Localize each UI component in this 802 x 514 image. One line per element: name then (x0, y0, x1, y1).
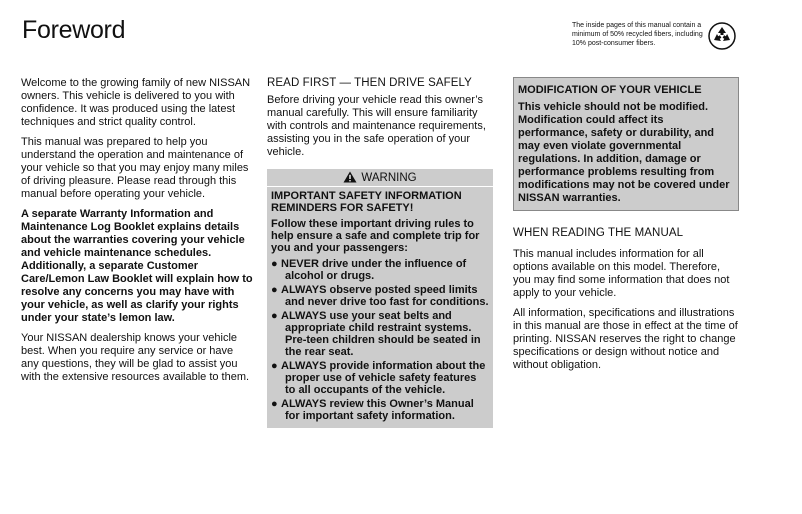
column-read-first (267, 77, 493, 428)
warning-item: ● ALWAYS review this Owner’s Manual for important safety information. (271, 398, 474, 422)
warning-header (267, 169, 493, 187)
warning-item: ● NEVER drive under the influence of alcohol or drugs. (271, 258, 467, 282)
recycle-icon (708, 22, 736, 50)
warning-item: ● ALWAYS provide information about the proper use of vehicle safety features to all occupants of the vehicle. (271, 360, 486, 396)
warning-triangle-icon (343, 171, 357, 183)
warranty-paragraph: A separate Warranty Information and Maintenance Log Booklet explains details about the warranties covering your vehicle and vehicle maintenance schedules. Additionally, a separate Customer Care/Lemon Law Booklet will explain how to resolve any concerns you may have with your vehicle, as well as clarify your rights under your state’s lemon law. (21, 208, 253, 324)
warning-box (267, 169, 493, 428)
reading-paragraph-options: This manual includes information for all options available on this model. Therefore, you may find some information that does not apply to your vehicle. (513, 248, 730, 299)
warning-title: IMPORTANT SAFETY INFORMATION REMINDERS FOR SAFETY! (271, 190, 462, 214)
modification-text: This vehicle should not be modified. Modification could affect its performance, safety or durability, and may even violate governmental regulations. In addition, damage or performance problems resulting from modifications may not be covered under NISSAN warranties. (518, 101, 730, 204)
page-title: Foreword (22, 16, 126, 44)
warning-label: WARNING (361, 172, 417, 184)
warning-item: ● ALWAYS use your seat belts and appropriate child restraint systems. Pre-teen children should be seated in the rear seat. (271, 310, 481, 358)
reading-heading: WHEN READING THE MANUAL (513, 227, 684, 239)
dealership-paragraph: Your NISSAN dealership knows your vehicle best. When you require any service or have any questions, they will be glad to assist you with the extensive resources available to them. (21, 332, 250, 383)
warning-list (271, 258, 489, 422)
read-first-paragraph: Before driving your vehicle read this owner’s manual carefully. This will ensure familiarity with controls and maintenance requirements, assisting you in the safe operation of your vehicle. (267, 94, 486, 158)
read-first-heading: READ FIRST — THEN DRIVE SAFELY (267, 77, 472, 89)
modification-box (513, 77, 739, 211)
column-modification (513, 77, 739, 379)
warning-item: ● ALWAYS observe posted speed limits and never drive too fast for conditions. (271, 284, 489, 308)
manual-purpose-paragraph: This manual was prepared to help you understand the operation and maintenance of your vehicle so that you may enjoy many miles of driving pleasure. Please read through this manual before operating your vehicle. (21, 136, 249, 200)
reading-paragraph-specs: All information, specifications and illustrations in this manual are those in effect at the time of printing. NISSAN reserves the right to change specifications or design without notice and without obligation. (513, 307, 738, 371)
column-intro (21, 77, 253, 391)
modification-heading: MODIFICATION OF YOUR VEHICLE (518, 84, 702, 96)
recycle-note: The inside pages of this manual contain a minimum of 50% recycled fibers, including 10% post-consumer fibers. (572, 22, 703, 47)
intro-paragraph: Welcome to the growing family of new NISSAN owners. This vehicle is delivered to you with confidence. It was produced using the latest techniques and strict quality control. (21, 77, 251, 128)
warning-lead: Follow these important driving rules to help ensure a safe and complete trip for you and your passengers: (271, 218, 480, 254)
